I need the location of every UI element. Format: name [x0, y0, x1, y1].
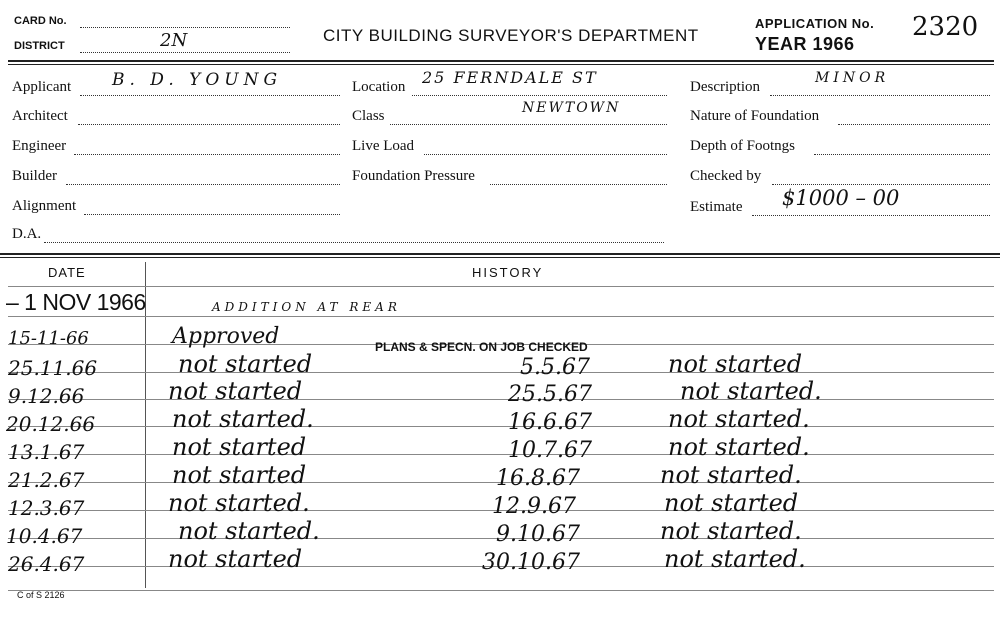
live-load-line [424, 154, 667, 155]
nature-of-foundation-label: Nature of Foundation [690, 108, 820, 124]
history-column-header: HISTORY [472, 265, 544, 280]
architect-line [78, 124, 340, 125]
history-entry-text: not started. [660, 461, 802, 489]
history-entry-date: 21.2.67 [8, 468, 85, 492]
estimate-line [752, 215, 990, 216]
applicant-value: B. D. YOUNG [112, 70, 283, 90]
history-entry-text: not started. [172, 405, 314, 433]
history-entry-date: 16.6.67 [508, 410, 592, 435]
applicant-label: Applicant [12, 79, 72, 95]
architect-label: Architect [12, 108, 68, 124]
description-line [770, 95, 990, 96]
engineer-line [74, 154, 340, 155]
description-value: MINOR [815, 70, 890, 86]
da-label: D.A. [12, 226, 42, 242]
applicant-line [80, 95, 340, 96]
builder-label: Builder [12, 168, 57, 184]
card-no-line [80, 27, 290, 28]
district-label: DISTRICT [14, 40, 65, 52]
history-row-rule [8, 316, 994, 317]
approved-text: Approved [172, 324, 280, 349]
history-entry-date: 13.1.67 [8, 440, 85, 464]
da-line [44, 242, 664, 243]
received-date-stamp: – 1 NOV 1966 [6, 289, 146, 315]
checked-by-line [772, 184, 990, 185]
history-row-rule [8, 372, 994, 373]
history-entry-text: not started [168, 377, 303, 405]
history-row-rule [8, 286, 994, 287]
foundation-pressure-line [490, 184, 667, 185]
nature-of-foundation-line [838, 124, 990, 125]
history-rule-bottom [0, 257, 1000, 258]
history-entry-text: not started. [680, 377, 822, 405]
history-entry-text: not started. [664, 545, 806, 573]
history-entry-text: not started. [668, 433, 810, 461]
history-row-rule [8, 454, 994, 455]
history-entry-date: 5.5.67 [520, 355, 590, 380]
depth-of-footings-label: Depth of Footngs [690, 138, 795, 154]
history-entry-date: 10.7.67 [508, 438, 592, 463]
approved-date: 15-11-66 [8, 328, 89, 349]
district-line [80, 52, 290, 53]
location-value: 25 FERNDALE ST [422, 68, 598, 87]
card-no-label: CARD No. [14, 15, 67, 27]
header-rule-bottom [8, 64, 994, 65]
history-entry-date: 26.4.67 [8, 552, 85, 576]
alignment-label: Alignment [12, 198, 77, 214]
history-entry-text: not started. [168, 489, 310, 517]
history-entry-text: not started. [178, 517, 320, 545]
engineer-label: Engineer [12, 138, 67, 154]
history-row-rule [8, 426, 994, 427]
history-entry-text: not started [664, 489, 799, 517]
checked-by-label: Checked by [690, 168, 762, 184]
alignment-line [84, 214, 340, 215]
history-row-rule [8, 590, 994, 591]
history-entry-date: 12.9.67 [492, 494, 576, 519]
history-entry-date: 12.3.67 [8, 496, 85, 520]
district-value: 2N [160, 30, 188, 51]
estimate-value: $1000 – 00 [782, 186, 900, 210]
location-label: Location [352, 79, 406, 95]
history-entry-text: not started [168, 545, 303, 573]
class-label: Class [352, 108, 385, 124]
header-rule-top [8, 60, 994, 62]
date-column-header: DATE [48, 265, 86, 280]
year-label: YEAR 1966 [755, 34, 855, 54]
estimate-label: Estimate [690, 199, 743, 215]
history-entry-date: 30.10.67 [482, 550, 580, 575]
class-value: NEWTOWN [522, 100, 621, 116]
class-line [390, 124, 667, 125]
history-entry-date: 25.11.66 [8, 356, 98, 380]
builder-line [66, 184, 340, 185]
history-entry-text: not started [668, 350, 803, 378]
history-entry-date: 9.12.66 [8, 384, 85, 408]
application-label: APPLICATION No. [755, 16, 875, 31]
depth-of-footings-line [814, 154, 990, 155]
live-load-label: Live Load [352, 138, 415, 154]
history-entry-date: 10.4.67 [6, 524, 83, 548]
form-code: C of S 2126 [17, 590, 65, 600]
history-entry-date: 9.10.67 [496, 522, 580, 547]
history-entry-date: 20.12.66 [6, 412, 96, 436]
history-entry-date: 16.8.67 [496, 466, 580, 491]
plans-checked-stamp: PLANS & SPECN. ON JOB CHECKED [375, 340, 588, 354]
description-label: Description [690, 79, 760, 95]
application-number: 2320 [912, 12, 979, 42]
addition-at-rear-note: ADDITION AT REAR [212, 300, 401, 314]
history-rule-top [0, 253, 1000, 255]
history-entry-text: not started [172, 461, 307, 489]
department-title: CITY BUILDING SURVEYOR'S DEPARTMENT [323, 26, 699, 45]
foundation-pressure-label: Foundation Pressure [352, 168, 475, 184]
history-entry-date: 25.5.67 [508, 382, 592, 407]
history-entry-text: not started. [660, 517, 802, 545]
history-entry-text: not started [178, 350, 313, 378]
history-entry-text: not started. [668, 405, 810, 433]
location-line [412, 95, 667, 96]
history-row-rule [8, 399, 994, 400]
history-entry-text: not started [172, 433, 307, 461]
